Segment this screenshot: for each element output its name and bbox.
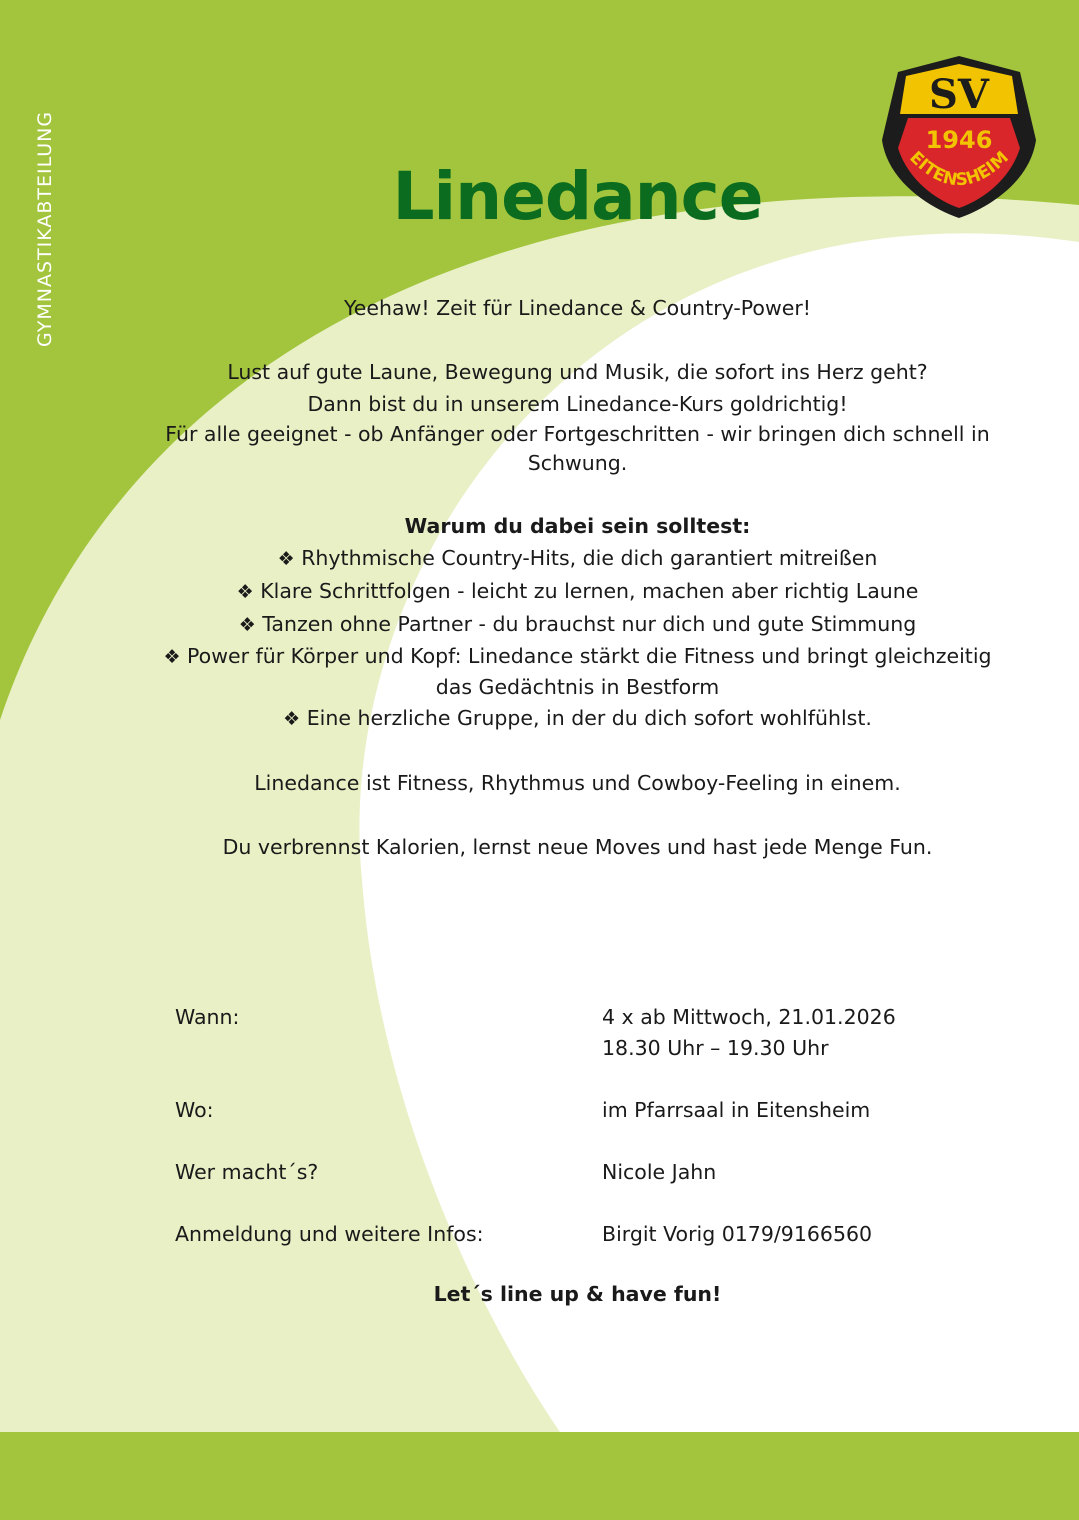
signup-label: Anmeldung und weitere Infos:: [175, 1222, 484, 1246]
why-item: ❖ Eine herzliche Gruppe, in der du dich sofort wohlfühlst.: [283, 706, 872, 730]
when-time: 18.30 Uhr – 19.30 Uhr: [602, 1036, 829, 1060]
main-content: [160, 292, 995, 863]
signup-value: Birgit Vorig 0179/9166560: [602, 1222, 873, 1246]
closing-line: Let´s line up & have fun!: [433, 1282, 722, 1306]
intro-line-1: Lust auf gute Laune, Bewegung und Musik, die sofort ins Herz geht?: [227, 360, 928, 384]
summary-line-1: Linedance ist Fitness, Rhythmus und Cowboy-Feeling in einem.: [254, 771, 901, 795]
why-item: ❖ Klare Schrittfolgen - leicht zu lernen, machen aber richtig Laune: [236, 579, 919, 603]
bullet-icon: ❖: [238, 614, 256, 636]
when-value: 4 x ab Mittwoch, 21.01.2026: [602, 1005, 896, 1029]
details-table: [175, 1002, 975, 1281]
summary-line-2: Du verbrennst Kalorien, lernst neue Moves und hast jede Menge Fun.: [222, 835, 933, 859]
why-item: ❖ Tanzen ohne Partner - du brauchst nur dich und gute Stimmung: [238, 612, 917, 636]
intro-line-2: Dann bist du in unserem Linedance-Kurs goldrichtig!: [307, 392, 848, 416]
bullet-icon: ❖: [277, 548, 295, 570]
logo-club: EITENSHEIM: [905, 147, 1013, 191]
details-row-where: [175, 1095, 975, 1126]
where-value: im Pfarrsaal in Eitensheim: [602, 1098, 871, 1122]
logo-sv: SV: [929, 71, 989, 118]
why-item: ❖ Power für Körper und Kopf: Linedance stärkt die Fitness und bringt gleichzeitig das Gedächtnis in Bestform: [163, 644, 992, 699]
headline: Yeehaw! Zeit für Linedance & Country-Power!: [343, 296, 811, 320]
when-label: Wann:: [175, 1005, 240, 1029]
department-label: GYMNASTIKABTEILUNG: [34, 110, 56, 347]
intro-line-3: Für alle geeignet - ob Anfänger oder Fortgeschritten - wir bringen dich schnell in Schwung.: [165, 422, 990, 475]
who-label: Wer macht´s?: [175, 1160, 319, 1184]
why-heading: Warum du dabei sein solltest:: [404, 514, 751, 538]
bullet-icon: ❖: [283, 708, 301, 730]
why-item: ❖ Rhythmische Country-Hits, die dich garantiert mitreißen: [277, 546, 878, 570]
details-row-when: [175, 1002, 975, 1064]
page-title: Linedance: [392, 158, 763, 235]
details-row-signup: [175, 1219, 975, 1250]
who-value: Nicole Jahn: [602, 1160, 717, 1184]
bullet-icon: ❖: [236, 581, 254, 603]
logo-year: 1946: [925, 126, 993, 154]
where-label: Wo:: [175, 1098, 214, 1122]
details-row-who: [175, 1157, 975, 1188]
bullet-icon: ❖: [163, 646, 181, 668]
